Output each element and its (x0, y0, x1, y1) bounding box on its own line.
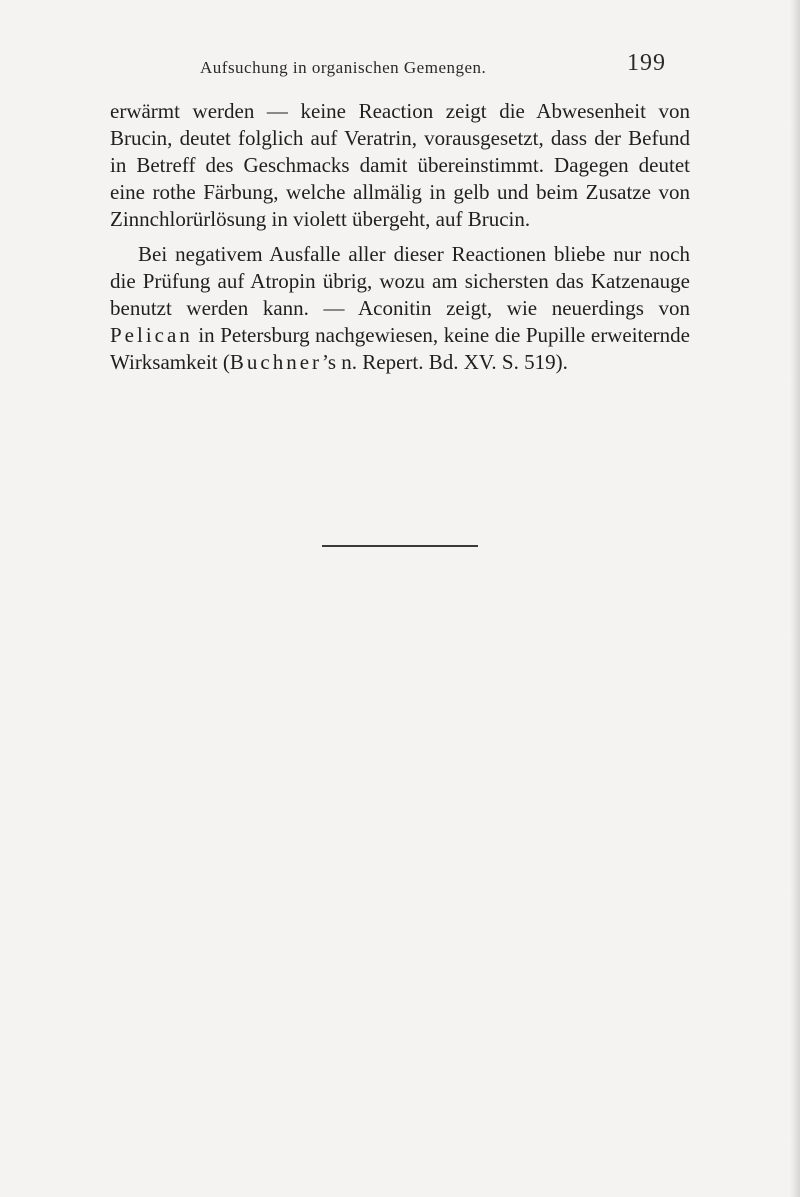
running-header: Aufsuchung in organischen Gemengen. (200, 58, 487, 77)
body-text (110, 98, 690, 376)
page-number: 199 (627, 50, 666, 76)
paragraph-2-text-3: ’s n. Repert. Bd. XV. S. 519). (322, 350, 568, 374)
paragraph-2-text-1: Bei negativem Ausfalle aller dieser Reactionen bliebe nur noch die Prüfung auf Atropin übrig, wozu am sichersten das Katzenauge benutzt werden kann. — Aconitin zeigt, wie neuerdings von (110, 242, 690, 320)
paragraph-1: erwärmt werden — keine Reaction zeigt die Abwesenheit von Brucin, deutet folglich auf Veratrin, vorausgesetzt, dass der Befund in Betreff des Geschmacks damit übereinstimmt. Dagegen deutet eine rothe Färbung, welche allmälig in gelb und beim Zusatze von Zinnchlorürlösung in violett übergeht, auf Brucin. (110, 99, 690, 231)
author-name-buchner: Buchner (229, 350, 323, 374)
author-name-pelican: Pelican (110, 323, 193, 347)
section-divider (322, 545, 478, 547)
page-edge-shadow (790, 0, 800, 1197)
paragraph-2-text-2: in Petersburg nachgewiesen, keine die Pupille erweiternde Wirksamkeit ( (110, 323, 690, 374)
paragraph-2 (110, 241, 690, 376)
